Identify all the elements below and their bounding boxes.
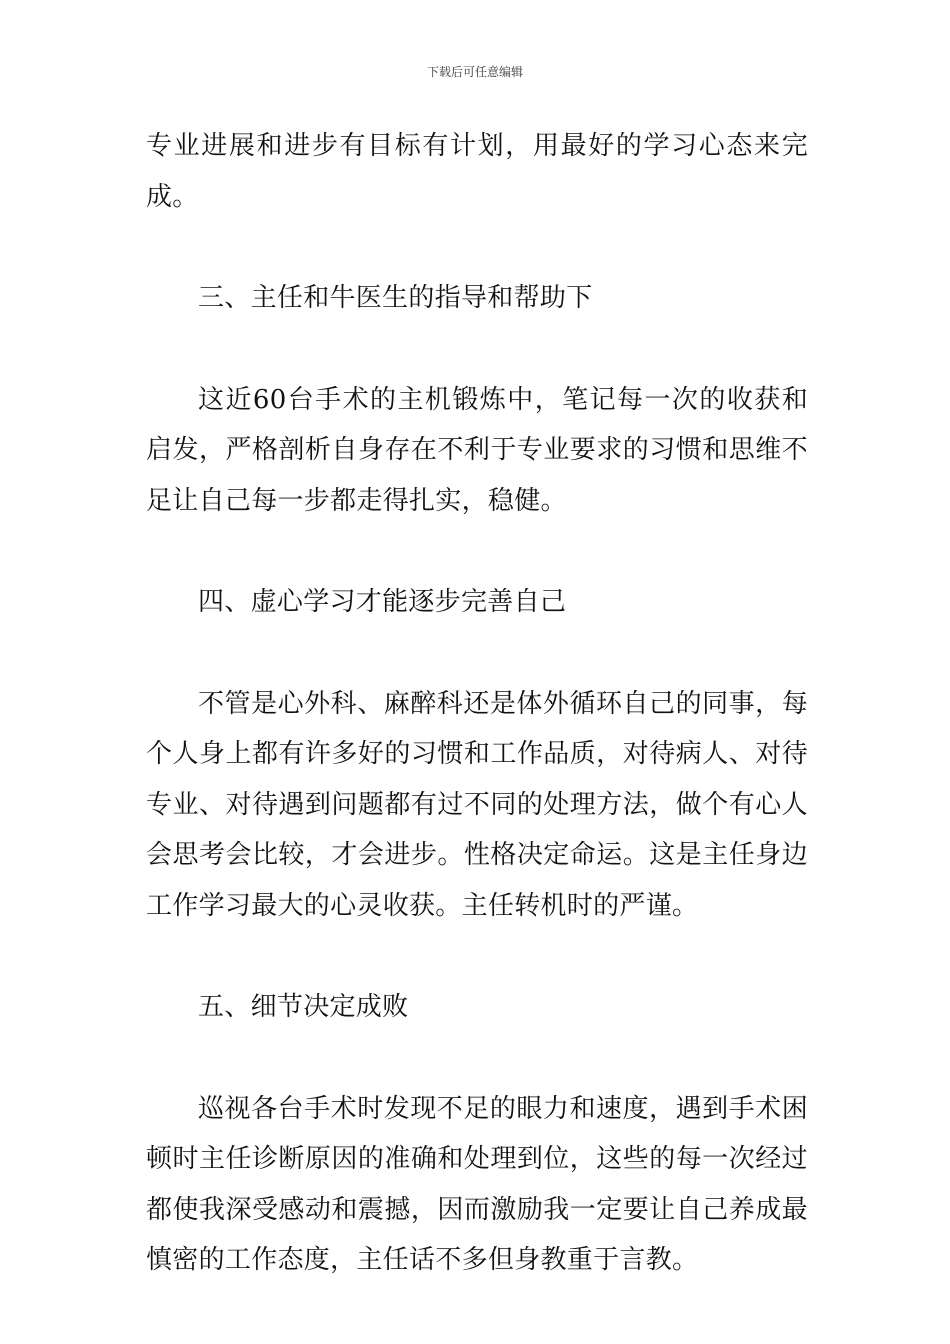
paragraph-surgery-training: 这近60台手术的主机锻炼中，笔记每一次的收获和启发，严格剖析自身存在不利于专业要求的习惯和思维不足让自己每一步都走得扎实，稳健。 — [146, 384, 808, 516]
paragraph-gap — [146, 1033, 808, 1084]
paragraph-details: 巡视各台手术时发现不足的眼力和速度，遇到手术困顿时主任诊断原因的准确和处理到位，这些的每一次经过都使我深受感动和震撼，因而激励我一定要让自己养成最慎密的工作态度，主任话不多但身教重于言教。 — [146, 1093, 808, 1275]
page-header-note: 下载后可任意编辑 — [426, 65, 523, 79]
paragraph-gap — [146, 324, 808, 375]
paragraph-gap — [146, 526, 808, 577]
paragraph-colleagues: 不管是心外科、麻醉科还是体外循环自己的同事，每个人身上都有许多好的习惯和工作品质，对待病人、对待专业、对待遇到问题都有过不同的处理方法，做个有心人会思考会比较，才会进步。性格决定命运。这是主任身边工作学习最大的心灵收获。主任转机时的严谨。 — [146, 688, 808, 921]
section-heading-3: 三、主任和牛医生的指导和帮助下 — [198, 283, 593, 313]
document-body — [146, 121, 808, 1286]
paragraph-gap — [146, 222, 808, 273]
paragraph-gap — [146, 628, 808, 679]
paragraph-continuation: 专业进展和进步有目标有计划，用最好的学习心态来完成。 — [146, 131, 808, 212]
section-heading-4: 四、虚心学习才能逐步完善自己 — [198, 587, 567, 617]
paragraph-gap — [146, 931, 808, 982]
section-heading-5: 五、细节决定成败 — [198, 992, 409, 1022]
